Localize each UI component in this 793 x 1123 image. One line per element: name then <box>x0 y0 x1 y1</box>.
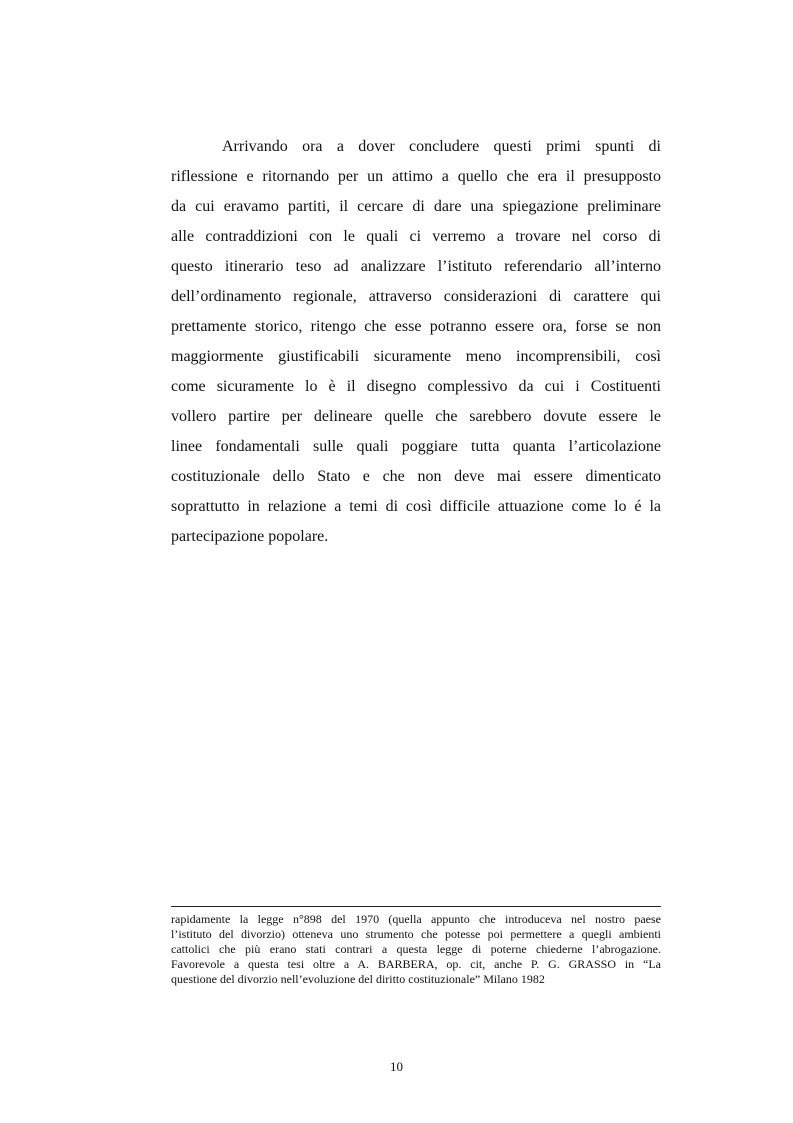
footnote <box>171 912 661 987</box>
footnote-line: Favorevole a questa tesi oltre a A. BARBERA, op. cit, anche P. G. GRASSO in “La <box>171 957 661 971</box>
footnote-separator <box>171 906 661 907</box>
paragraph-line: da cui eravamo partiti, il cercare di dare una spiegazione preliminare <box>171 198 661 215</box>
paragraph-line: vollero partire per delineare quelle che sarebbero dovute essere le <box>171 408 661 425</box>
page-number: 10 <box>390 1059 403 1074</box>
paragraph-line: soprattutto in relazione a temi di così difficile attuazione come lo é la <box>171 498 661 515</box>
paragraph-line: alle contraddizioni con le quali ci verremo a trovare nel corso di <box>171 228 661 245</box>
paragraph-line: questo itinerario teso ad analizzare l’istituto referendario all’interno <box>171 258 661 275</box>
footnote-line: cattolici che più erano stati contrari a questa legge di poterne chiederne l’abrogazione. <box>171 942 661 956</box>
paragraph-line: prettamente storico, ritengo che esse potranno essere ora, forse se non <box>171 318 661 335</box>
footnote-line: rapidamente la legge n°898 del 1970 (quella appunto che introduceva nel nostro paese <box>171 912 661 926</box>
paragraph-line: come sicuramente lo è il disegno complessivo da cui i Costituenti <box>171 378 661 395</box>
paragraph-line: riflessione e ritornando per un attimo a quello che era il presupposto <box>171 168 661 185</box>
body-paragraph <box>171 132 661 552</box>
paragraph-line: partecipazione popolare. <box>171 528 329 545</box>
paragraph-line: Arrivando ora a dover concludere questi primi spunti di <box>222 138 661 155</box>
paragraph-line: linee fondamentali sulle quali poggiare tutta quanta l’articolazione <box>171 438 661 455</box>
paragraph-line: maggiormente giustificabili sicuramente meno incomprensibili, così <box>171 348 661 365</box>
footnote-line: questione del divorzio nell’evoluzione del diritto costituzionale” Milano 1982 <box>171 972 545 986</box>
paragraph-line: costituzionale dello Stato e che non deve mai essere dimenticato <box>171 468 661 485</box>
paragraph-line: dell’ordinamento regionale, attraverso considerazioni di carattere qui <box>171 288 661 305</box>
footnote-line: l’istituto del divorzio) otteneva uno strumento che potesse poi permettere a quegli ambienti <box>171 927 661 941</box>
